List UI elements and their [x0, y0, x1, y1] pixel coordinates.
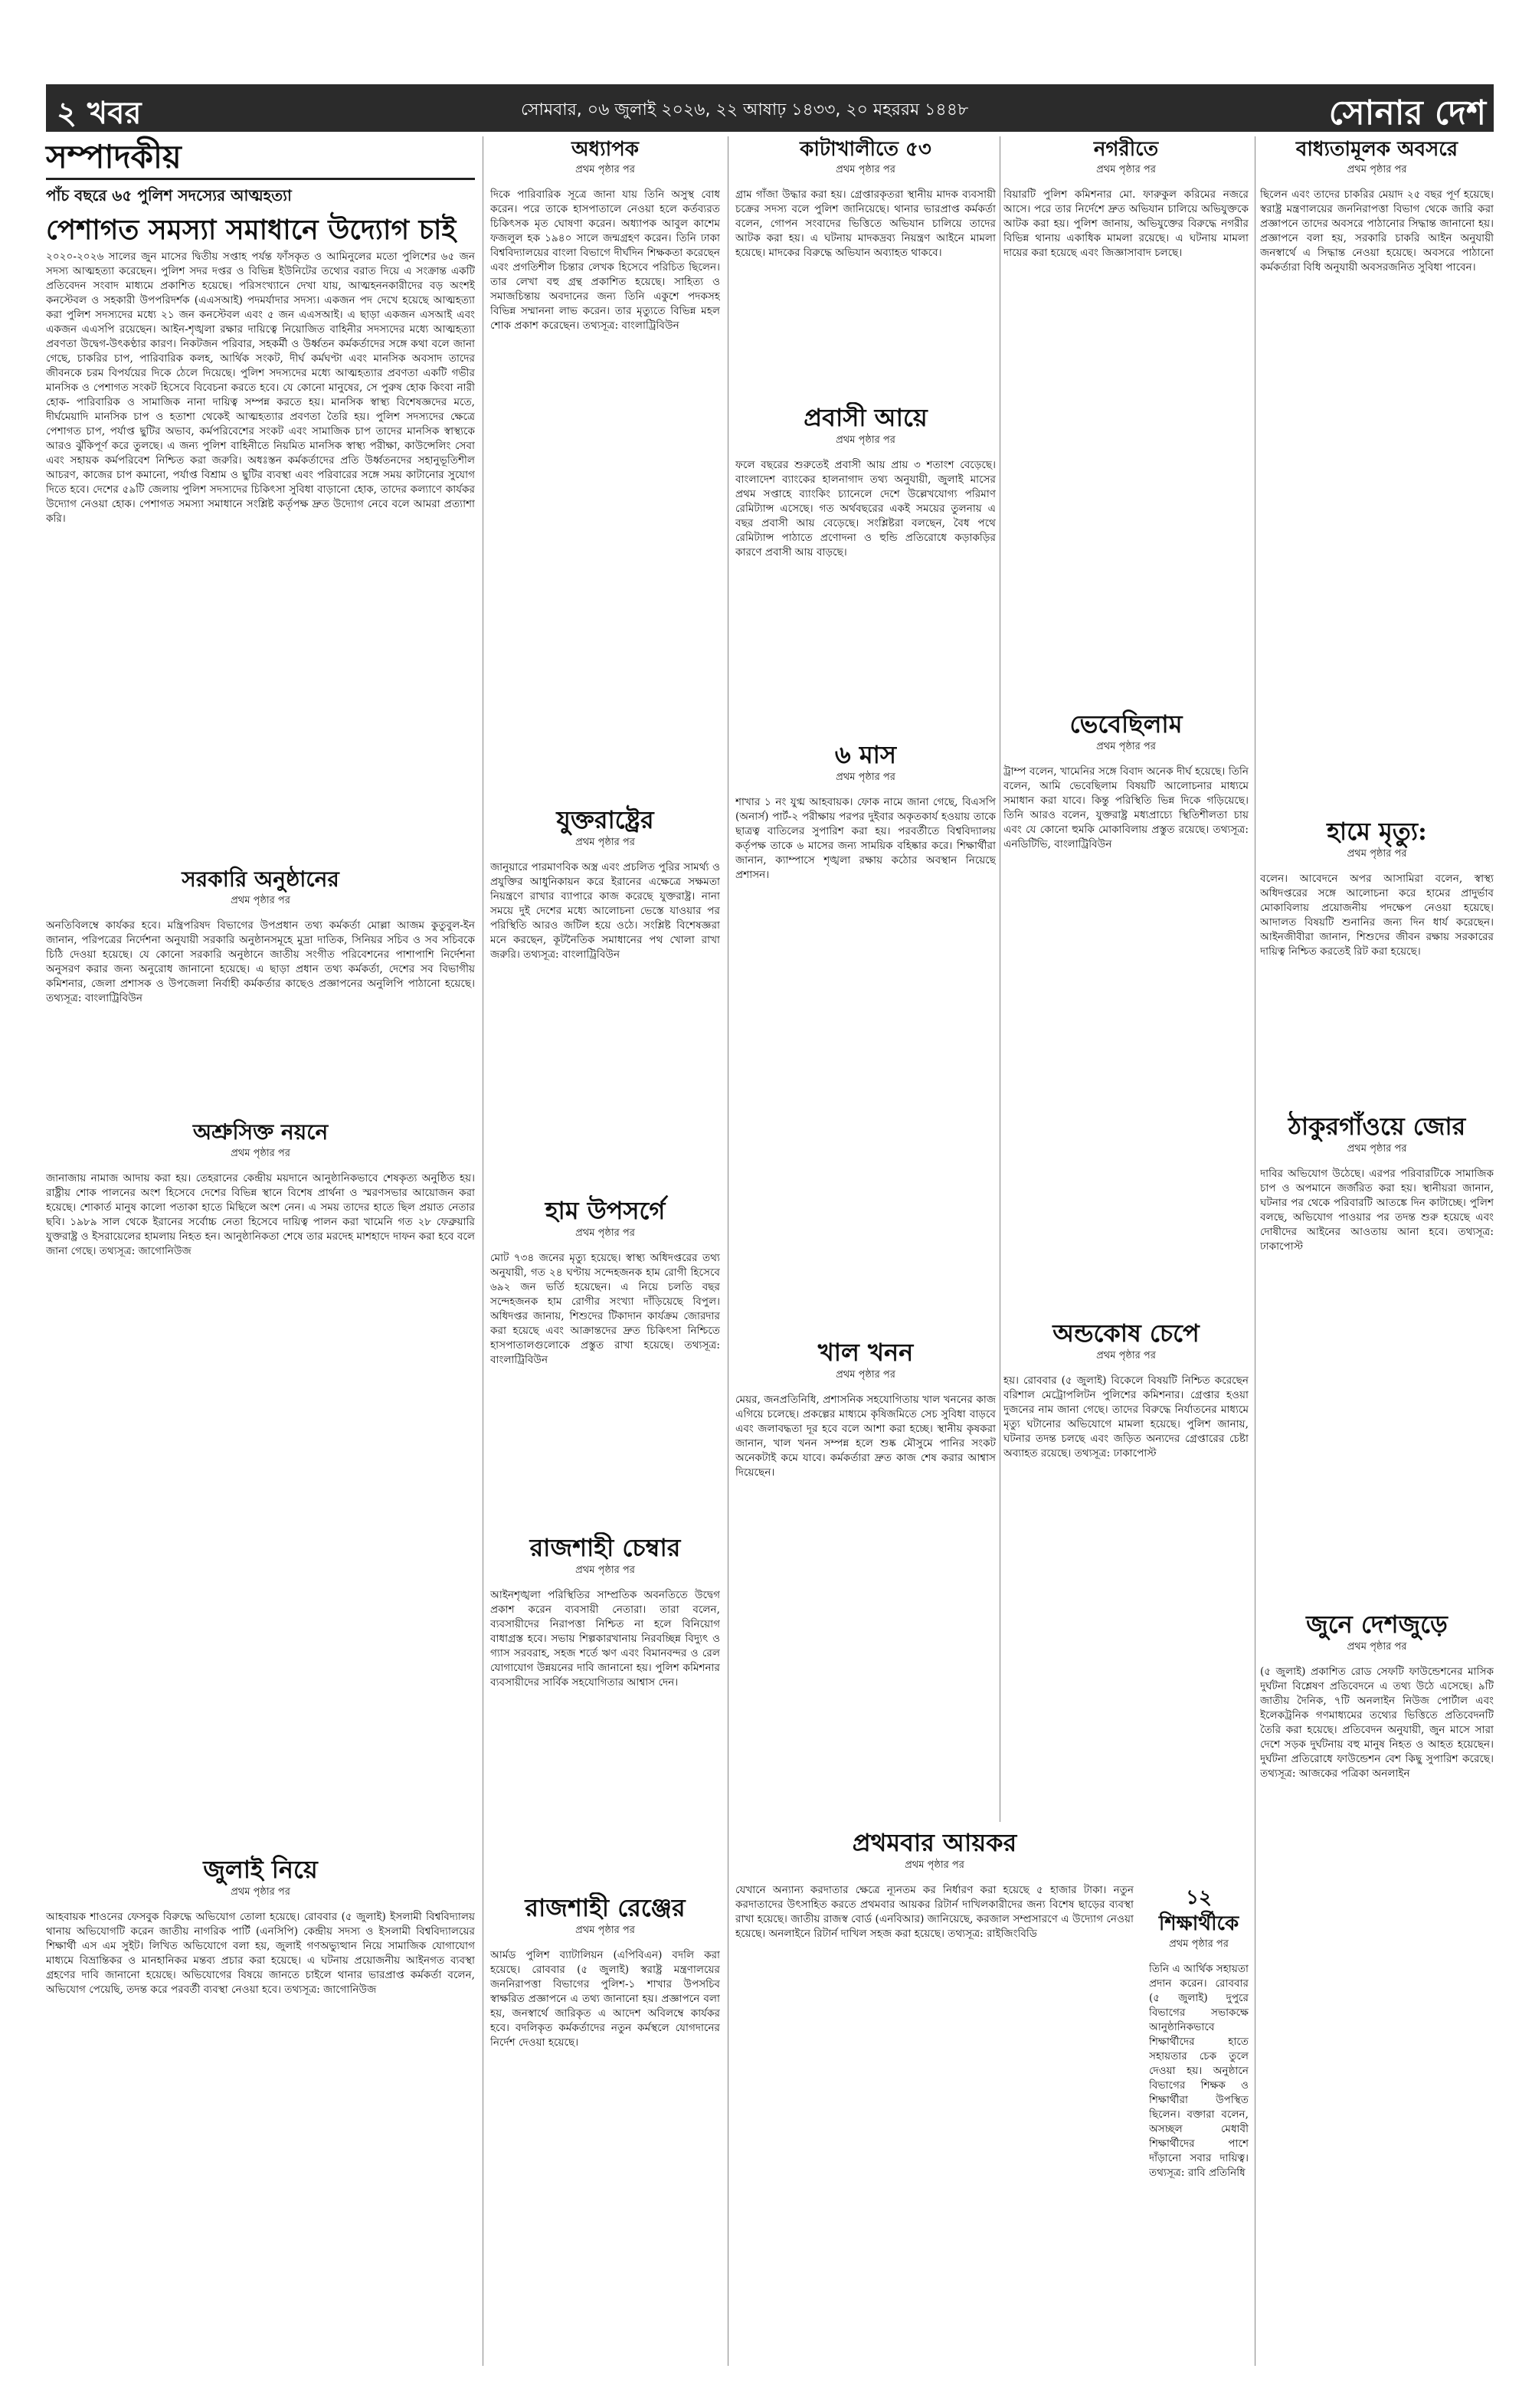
article-title: নগরীতে — [1093, 138, 1159, 161]
article-body: দিকে পারিবারিক সূত্রে জানা যায় তিনি অসুস্থ বোধ করেন। পরে তাকে হাসপাতালে নেওয়া হলে কর্তব্যরত চিকিৎসক মৃত ঘোষণা করেন। অধ্যাপক আবুল কাশেম ফজলুল হক ১৯৪০ সালে জন্মগ্রহণ করেন। তিনি ঢাকা বিশ্ববিদ্যালয়ের বাংলা বিভাগে দীর্ঘদিন শিক্ষকতা করেছেন এবং প্রগতিশীল চিন্তার লেখক হিসেবে পরিচিত ছিলেন। তার লেখা বহু গ্রন্থ প্রকাশিত হয়েছে। সাহিত্য ও সমাজচিন্তায় অবদানের জন্য তিনি একুশে পদকসহ বিভিন্ন সম্মাননা লাভ করেন। তার মৃত্যুতে বিভিন্ন মহল শোক প্রকাশ করেছেন। তথ্যসূত্র: বাংলাট্রিবিউন — [490, 188, 720, 332]
page-label: ২ খবর — [57, 96, 142, 131]
article-body: জানাজায় নামাজ আদায় করা হয়। তেহরানের কেন্দ্রীয় ময়দানে আনুষ্ঠানিকভাবে শেষকৃত্য অনুষ্ঠিত হয়। রাষ্ট্রীয় শোক পালনের অংশ হিসেবে দেশের বিভিন্ন স্থানে বিশেষ প্রার্থনা ও স্মরণসভার আয়োজন করা হয়েছে। শোকার্ত মানুষ কালো পতাকা হাতে মিছিলে অংশ নেন। এ সময় তাদের হাতে ছিল প্রয়াত নেতার ছবি। ১৯৮৯ সাল থেকে ইরানের সর্বোচ্চ নেতা হিসেবে দায়িত্ব পালন করা খামেনি গত ২৮ ফেব্রুয়ারি যুক্তরাষ্ট্র ও ইসরায়েলের হামলায় নিহত হন। আনুষ্ঠানিকতা শেষে তার মরদেহ মাশহাদে দাফন করা হবে বলে জানা গেছে। তথ্যসূত্র: জাগোনিউজ — [46, 1171, 475, 1257]
article-5 — [490, 1195, 720, 1525]
article-title: কাটাখালীতে ৫৩ — [800, 138, 931, 161]
article-title: ভেবেছিলাম — [1069, 709, 1183, 739]
article-body: (৫ জুলাই) প্রকাশিত রোড সেফটি ফাউন্ডেশনের মাসিক দুর্ঘটনা বিশ্লেষণ প্রতিবেদনে এ তথ্য উঠে এসেছে। ৯টি জাতীয় দৈনিক, ৭টি অনলাইন নিউজ পোর্টাল এবং ইলেকট্রনিক গণমাধ্যমের তথ্যের ভিত্তিতে প্রতিবেদনটি তৈরি করা হয়েছে। প্রতিবেদন অনুযায়ী, জুন মাসে সারা দেশে সড়ক দুর্ঘটনায় বহু মানুষ নিহত ও আহত হয়েছেন। দুর্ঘটনা প্রতিরোধে ফাউন্ডেশন বেশ কিছু সুপারিশ করেছে। তথ্যসূত্র: আজকের পত্রিকা অনলাইন — [1260, 1665, 1494, 1780]
article-continued: প্রথম পৃষ্ঠার পর — [231, 895, 290, 906]
article-16 — [1149, 1885, 1249, 2360]
article-title: ১২ শিক্ষার্থীকে — [1158, 1886, 1239, 1935]
article-title: হাম উপসর্গে — [545, 1196, 666, 1225]
article-4 — [490, 804, 720, 1172]
article-15 — [1003, 1318, 1249, 1808]
article-19 — [1260, 1111, 1494, 1601]
article-continued: প্রথম পৃষ্ঠার পর — [575, 1227, 635, 1239]
article-11 — [735, 1337, 996, 1827]
article-body: জানুয়ারে পারমাণবিক অস্ত্র এবং প্রচলিত পুরির সামর্থ্য ও প্রযুক্তির আধুনিকায়ন করে ইরানের এক্ষেত্রে সক্ষমতা নিয়ন্ত্রণে রাখার ব্যাপারে কাজ করেছে যুক্তরাষ্ট্র। নানা সময়ে দুই দেশের মধ্যে আলোচনা ভেস্তে যাওয়ার পর পরিস্থিতি আরও জটিল হয়ে ওঠে। সংশ্লিষ্ট বিশেষজ্ঞরা মনে করছেন, কূটনৈতিক সমাধানের পথ খোলা রাখা জরুরি। তথ্যসূত্র: বাংলাট্রিবিউন — [490, 860, 720, 961]
article-title: প্রথমবার আয়কর — [852, 1828, 1017, 1857]
article-9 — [735, 402, 996, 739]
article-body: গ্রাম গাঁজা উদ্ধার করা হয়। গ্রেপ্তারকৃতরা স্থানীয় মাদক ব্যবসায়ী চক্রের সদস্য বলে পুলিশ জানিয়েছে। থানার ভারপ্রাপ্ত কর্মকর্তা বলেন, গোপন সংবাদের ভিত্তিতে অভিযান চালিয়ে তাদের আটক করা হয়। এ ঘটনায় মাদকদ্রব্য নিয়ন্ত্রণ আইনে মামলা হয়েছে। মাদকের বিরুদ্ধে অভিযান অব্যাহত থাকবে। — [735, 188, 996, 259]
article-continued: প্রথম পৃষ্ঠার পর — [575, 837, 635, 848]
article-7 — [490, 1892, 720, 2360]
article-title: ৬ মাস — [834, 740, 897, 769]
article-continued: প্রথম পৃষ্ঠার পর — [1096, 741, 1156, 752]
article-title: ঠাকুরগাঁওয়ে জোর — [1288, 1112, 1466, 1141]
editorial-section: সম্পাদকীয় — [46, 136, 475, 180]
date-line: সোমবার, ০৬ জুলাই ২০২৬, ২২ আষাঢ় ১৪৩৩, ২০ মহররম ১৪৪৮ — [521, 100, 969, 120]
article-continued: প্রথম পৃষ্ঠার পর — [1347, 1641, 1407, 1653]
article-18 — [1260, 816, 1494, 1107]
article-title: হামে মৃত্যু: — [1327, 817, 1427, 846]
article-continued: প্রথম পৃষ্ঠার পর — [575, 164, 635, 175]
article-body: শাখার ১ নং যুগ্ম আহবায়ক। ফোক নামে জানা গেছে, বিএসপি (অনার্স) পার্ট-২ পরীক্ষায় পরপর দুইবার অকৃতকার্য হওয়ায় তাকে ছাত্রত্ব বাতিলের সুপারিশ করা হয়। পরবর্তীতে বিশ্ববিদ্যালয় কর্তৃপক্ষ তাকে ৬ মাসের জন্য সাময়িক বহিষ্কার করে। শিক্ষার্থীরা জানান, ক্যাম্পাসে শৃঙ্খলা রক্ষায় কঠোর অবস্থান নিয়েছে প্রশাসন। — [735, 795, 996, 881]
article-continued: প্রথম পৃষ্ঠার পর — [1347, 1143, 1407, 1155]
article-body: যেখানে অন্যান্য করদাতার ক্ষেত্রে ন্যূনতম কর নির্ধারণ করা হয়েছে ৫ হাজার টাকা। নতুন করদাতাদের উৎসাহিত করতে প্রথমবার আয়কর রিটার্ন দাখিলকারীদের জন্য বিশেষ ছাড়ের ব্যবস্থা রাখা হয়েছে। জাতীয় রাজস্ব বোর্ড (এনবিআর) জানিয়েছে, করজাল সম্প্রসারণে এ উদ্যোগ নেওয়া হয়েছে। অনলাইনে রিটার্ন দাখিল সহজ করা হয়েছে। তথ্যসূত্র: রাইজিংবিডি — [735, 1883, 1134, 1940]
article-14 — [1003, 709, 1249, 1306]
editorial-headline: পেশাগত সমস্যা সমাধানে উদ্যোগ চাই — [46, 214, 457, 246]
article-3 — [490, 136, 720, 795]
article-title: অশ্রুসিক্ত নয়নে — [192, 1119, 329, 1145]
article-body: অনতিবিলম্বে কার্যকর হবে। মন্ত্রিপরিষদ বিভাগের উপপ্রধান তথ্য কর্মকর্তা মোল্লা আজম কুতুবুল-ইন জানান, পরিপত্রের নির্দেশনা অনুযায়ী সরকারি অনুষ্ঠানসমূহে মুদ্রা দাতিক, সিনিয়র সচিব ও সব সচিবকে চিঠি দেওয়া হয়েছে। যে কোনো সরকারি অনুষ্ঠানে জাতীয় সংগীত পরিবেশনের পাশাপাশি নির্দেশনা অনুসরণ করার জন্য অনুরোধ জানানো হয়েছে। এ ছাড়া প্রধান তথ্য কর্মকর্তা, দেশের সব বিভাগীয় কমিশনার, জেলা প্রশাসক ও উপজেলা নির্বাহী কর্মকর্তার কাছেও প্রজ্ঞাপনের অনুলিপি পাঠানো হয়েছে। তথ্যসূত্র: বাংলাট্রিবিউন — [46, 919, 475, 1004]
article-continued: প্রথম পৃষ্ঠার পর — [1347, 164, 1407, 175]
article-continued: প্রথম পৃষ্ঠার পর — [836, 772, 895, 783]
article-10 — [735, 739, 996, 1322]
article-1 — [46, 1119, 475, 1777]
page-header — [46, 84, 1494, 132]
article-body: ট্রাম্প বলেন, খামেনির সঙ্গে বিবাদ অনেক দীর্ঘ হয়েছে। তিনি বলেন, আমি ভেবেছিলাম বিষয়টি আলোচনার মাধ্যমে সমাধান করা যাবে। কিন্তু পরিস্থিতি ভিন্ন দিকে গড়িয়েছে। তিনি আরও বলেন, যুক্তরাষ্ট্র মধ্যপ্রাচ্যে স্থিতিশীলতা চায় এবং যে কোনো হুমকি মোকাবিলায় প্রস্তুত রয়েছে। তথ্যসূত্র: এনডিটিভি, বাংলাট্রিবিউন — [1003, 765, 1249, 850]
article-title: প্রবাসী আয়ে — [804, 403, 928, 432]
article-body: আহবায়ক শাওনের ফেসবুক বিরুদ্ধে অভিযোগ তোলা হয়েছে। রোববার (৫ জুলাই) ইসলামী বিশ্ববিদ্যালয় থানায় অভিযোগটি করেন জাতীয় নাগরিক পার্টি (এনসিপি) কেন্দ্রীয় সদস্য ও ইসলামী বিশ্ববিদ্যালয়ের শিক্ষার্থী এস এম সুইট। লিখিত অভিযোগে বলা হয়, জুলাই গণঅভ্যুত্থান নিয়ে সামাজিক যোগাযোগ মাধ্যমে বিভ্রান্তিকর ও মানহানিকর মন্তব্য প্রচার করা হয়েছে। এ ঘটনায় প্রয়োজনীয় আইনগত ব্যবস্থা গ্রহণের দাবি জানানো হয়েছে। অভিযোগের বিষয়ে জানতে চাইলে থানার ভারপ্রাপ্ত কর্মকর্তা বলেন, অভিযোগ পেয়েছি, তদন্ত করে পরবর্তী ব্যবস্থা নেওয়া হবে। তথ্যসূত্র: জাগোনিউজ — [46, 1910, 475, 1996]
article-title: রাজশাহী রেঞ্জের — [525, 1893, 686, 1922]
article-title: জুনে দেশজুড়ে — [1306, 1610, 1448, 1639]
article-continued: প্রথম পৃষ্ঠার পর — [1096, 1350, 1156, 1361]
article-6 — [490, 1532, 720, 1839]
article-continued: প্রথম পৃষ্ঠার পর — [1169, 1938, 1229, 1950]
article-title: জুলাই নিয়ে — [203, 1855, 318, 1884]
article-continued: প্রথম পৃষ্ঠার পর — [575, 1564, 635, 1576]
article-continued: প্রথম পৃষ্ঠার পর — [1347, 848, 1407, 860]
article-title: সরকারি অনুষ্ঠানের — [182, 867, 339, 892]
editorial-kicker: পাঁচ বছরে ৬৫ পুলিশ সদস্যের আত্মহত্যা — [46, 186, 292, 205]
article-continued: প্রথম পৃষ্ঠার পর — [575, 1925, 635, 1936]
article-body: মেয়র, জনপ্রতিনিধি, প্রশাসনিক সহযোগিতায় খাল খননের কাজ এগিয়ে চলেছে। প্রকল্পের মাধ্যমে কৃষিজমিতে সেচ সুবিধা বাড়বে এবং জলাবদ্ধতা দূর হবে বলে আশা করা হচ্ছে। স্থানীয় কৃষকরা জানান, খাল খনন সম্পন্ন হলে শুষ্ক মৌসুমে পানির সংকট অনেকটাই কমে যাবে। কর্মকর্তারা দ্রুত কাজ শেষ করার আশ্বাস দিয়েছেন। — [735, 1393, 996, 1479]
article-title: যুক্তরাষ্ট্রের — [556, 805, 654, 834]
article-title: বাধ্যতামূলক অবসরে — [1295, 138, 1458, 161]
article-17 — [1260, 136, 1494, 811]
article-8 — [735, 136, 996, 397]
article-13 — [1003, 136, 1249, 703]
article-title: খাল খনন — [817, 1338, 914, 1367]
article-body: বলেন। আবেদনে অপর আসামিরা বলেন, স্বাস্থ্য অধিদপ্তরের সঙ্গে আলোচনা করে হামের প্রাদুর্ভাব মোকাবিলায় প্রয়োজনীয় পদক্ষেপ নেওয়া হয়েছে। আদালত বিষয়টি শুনানির জন্য দিন ধার্য করেছেন। আইনজীবীরা জানান, শিশুদের জীবন রক্ষায় সরকারের দায়িত্ব নিশ্চিত করতেই রিট করা হয়েছে। — [1260, 872, 1494, 958]
article-body: দাবির অভিযোগ উঠেছে। এরপর পরিবারটিকে সামাজিক চাপ ও অপমানে জর্জরিত করা হয়। স্থানীয়রা জানান, ঘটনার পর থেকে পরিবারটি আতঙ্কে দিন কাটাচ্ছে। পুলিশ বলছে, অভিযোগ পাওয়ার পর তদন্ত শুরু হয়েছে এবং দোষীদের আইনের আওতায় আনা হবে। তথ্যসূত্র: ঢাকাপোস্ট — [1260, 1167, 1494, 1253]
article-continued: প্রথম পৃষ্ঠার পর — [836, 1369, 895, 1381]
article-body: বিয়ারটি পুলিশ কমিশনার মো. ফারুকুল করিমের নজরে আসে। পরে তার নির্দেশে দ্রুত অভিযান চালিয়ে অভিযুক্তকে আটক করা হয়। পুলিশ জানায়, অভিযুক্তের বিরুদ্ধে নগরীর বিভিন্ন থানায় একাধিক মামলা রয়েছে। এ ঘটনায় মামলা দায়ের করা হয়েছে এবং জিজ্ঞাসাবাদ চলছে। — [1003, 188, 1249, 259]
article-body: মোট ৭৩৪ জনের মৃত্যু হয়েছে। স্বাস্থ্য অধিদপ্তরের তথ্য অনুযায়ী, গত ২৪ ঘণ্টায় সন্দেহজনক হাম রোগী হিসেবে ৬৯২ জন ভর্তি হয়েছেন। এ নিয়ে চলতি বছর সন্দেহজনক হাম রোগীর সংখ্যা দাঁড়িয়েছে বিপুল। অধিদপ্তর জানায়, শিশুদের টিকাদান কার্যক্রম জোরদার করা হয়েছে এবং আক্রান্তদের দ্রুত চিকিৎসা নিশ্চিতে হাসপাতালগুলোকে প্রস্তুত রাখা হয়েছে। তথ্যসূত্র: বাংলাট্রিবিউন — [490, 1251, 720, 1366]
article-body: তিনি এ আর্থিক সহায়তা প্রদান করেন। রোববার (৫ জুলাই) দুপুরে বিভাগের সভাকক্ষে আনুষ্ঠানিকভাবে শিক্ষার্থীদের হাতে সহায়তার চেক তুলে দেওয়া হয়। অনুষ্ঠানে বিভাগের শিক্ষক ও শিক্ষার্থীরা উপস্থিত ছিলেন। বক্তারা বলেন, অসচ্ছল মেধাবী শিক্ষার্থীদের পাশে দাঁড়ানো সবার দায়িত্ব। তথ্যসূত্র: রাবি প্রতিনিধি — [1149, 1962, 1249, 2179]
article-title: অন্ডকোষ চেপে — [1052, 1319, 1200, 1348]
article-12 — [735, 1827, 1134, 2364]
article-continued: প্রথম পৃষ্ঠার পর — [1096, 164, 1156, 175]
article-body: আইনশৃঙ্খলা পরিস্থিতির সাম্প্রতিক অবনতিতে উদ্বেগ প্রকাশ করেন ব্যবসায়ী নেতারা। তারা বলেন, ব্যবসায়ীদের নিরাপত্তা নিশ্চিত না হলে বিনিয়োগ বাধাগ্রস্ত হবে। সভায় শিল্পকারখানায় নিরবচ্ছিন্ন বিদ্যুৎ ও গ্যাস সরবরাহ, সহজ শর্তে ঋণ এবং বিমানবন্দর ও রেল যোগাযোগ উন্নয়নের দাবি জানানো হয়। পুলিশ কমিশনার ব্যবসায়ীদের সার্বিক সহযোগিতার আশ্বাস দেন। — [490, 1588, 720, 1689]
article-2 — [46, 1854, 475, 2360]
article-continued: প্রথম পৃষ্ঠার পর — [231, 1886, 290, 1898]
article-body: হয়। রোববার (৫ জুলাই) বিকেলে বিষয়টি নিশ্চিত করেছেন বরিশাল মেট্রোপলিটন পুলিশের কমিশনার। গ্রেপ্তার হওয়া দুজনের নাম জানা গেছে। তাদের বিরুদ্ধে নির্যাতনের মাধ্যমে মৃত্যু ঘটানোর অভিযোগে মামলা হয়েছে। পুলিশ জানায়, ঘটনার তদন্ত চলছে এবং জড়িত অন্যদের গ্রেপ্তারের চেষ্টা অব্যাহত রয়েছে। তথ্যসূত্র: ঢাকাপোস্ট — [1003, 1374, 1249, 1460]
brand-logo: সোনার দেশ — [1328, 93, 1486, 133]
editorial-body: ২০২০-২০২৬ সালের জুন মাসের দ্বিতীয় সপ্তাহ পর্যন্ত ফাঁসকৃত ও আমিনুলের মতো পুলিশের ৬৫ জন সদস্য আত্মহত্যা করেছেন। পুলিশ সদর দপ্তর ও বিভিন্ন ইউনিটের তথ্যের বরাত দিয়ে এ সংক্রান্ত একটি প্রতিবেদন সংবাদ মাধ্যমে প্রকাশিত হয়েছে। পরিসংখ্যানে দেখা যায়, আত্মহননকারীদের বড় অংশই কনস্টেবল ও সহকারী উপপরিদর্শক (এএসআই) পদমর্যাদার সদস্য। একজন পদ দেখে হয়েছে আত্মহত্যা করা পুলিশ সদস্যদের মধ্যে ২১ জন কনস্টেবল এবং ৫ জন এএসআই। এ ছাড়া একজন এসআই এবং একজন এএসপি রয়েছেন। আইন-শৃঙ্খলা রক্ষার দায়িত্বে নিয়োজিত বাহিনীর সদস্যদের মধ্যে আত্মহত্যা প্রবণতা উদ্বেগ-উৎকণ্ঠার কারণ। নিকটজন পরিবার, সহকর্মী ও উর্ধ্বতন কর্মকর্তাদের সঙ্গে কথা বলে জানা গেছে, চাকরির চাপ, পারিবারিক কলহ, আর্থিক সংকট, দীর্ঘ কর্মঘণ্টা এবং মানসিক অবসাদ তাদের জীবনকে চরম বিপর্যয়ের দিকে ঠেলে দিয়েছে। পুলিশ সদস্যদের মধ্যে আত্মহত্যার প্রবণতা একটি গভীর মানসিক ও পেশাগত সংকট হিসেবে বিবেচনা করতে হবে। যে কোনো মানুষের, সে পুরুষ হোক কিংবা নারী হোক- পারিবারিক ও সামাজিক নানা দায়িত্ব সম্পন্ন করতে হয়। মানসিক স্বাস্থ্য বিশেষজ্ঞদের মতে, দীর্ঘমেয়াদি মানসিক চাপ ও হতাশা থেকেই আত্মহত্যার প্রবণতা তৈরি হয়। পুলিশ সদস্যদের ক্ষেত্রে পেশাগত চাপ, পর্যাপ্ত ছুটির অভাব, কর্মপরিবেশের সংকট এবং সামাজিক চাপ তাদের মানসিক স্বাস্থ্যকে আরও ঝুঁকিপূর্ণ করে তুলছে। এ জন্য পুলিশ বাহিনীতে নিয়মিত মানসিক স্বাস্থ্য পরীক্ষা, কাউন্সেলিং সেবা এবং সহায়ক কর্মপরিবেশ নিশ্চিত করা জরুরি। অধঃস্তন কর্মকর্তাদের প্রতি উর্ধ্বতনদের সহানুভূতিশীল আচরণ, কাজের চাপ কমানো, পর্যাপ্ত বিশ্রাম ও ছুটির ব্যবস্থা এবং পরিবারের সঙ্গে সময় কাটানোর সুযোগ দিতে হবে। দেশের ৫৯টি জেলায় পুলিশ সদস্যদের চিকিৎসা সুবিধা বাড়ানো হোক, তাদের কল্যাণে কার্যকর উদ্যোগ নেওয়া হোক। পেশাগত সমস্যা সমাধানে সংশ্লিষ্ট কর্তৃপক্ষ দ্রুত উদ্যোগ নেবে বলে আমরা প্রত্যাশা করি। — [46, 251, 475, 525]
article-continued: প্রথম পৃষ্ঠার পর — [836, 164, 895, 175]
article-body: আর্মড পুলিশ ব্যাটালিয়ন (এপিবিএন) বদলি করা হয়েছে। রোববার (৫ জুলাই) স্বরাষ্ট্র মন্ত্রণালয়ের জননিরাপত্তা বিভাগের পুলিশ-১ শাখার উপসচিব স্বাক্ষরিত প্রজ্ঞাপনে এ তথ্য জানানো হয়। প্রজ্ঞাপনে বলা হয়, জনস্বার্থে জারিকৃত এ আদেশ অবিলম্বে কার্যকর হবে। বদলিকৃত কর্মকর্তাদের নতুন কর্মস্থলে যোগদানের নির্দেশ দেওয়া হয়েছে। — [490, 1948, 720, 2049]
article-body: ছিলেন এবং তাদের চাকরির মেয়াদ ২৫ বছর পূর্ণ হয়েছে। স্বরাষ্ট্র মন্ত্রণালয়ের জননিরাপত্তা বিভাগ থেকে জারি করা প্রজ্ঞাপনে তাদের অবসরে পাঠানোর সিদ্ধান্ত জানানো হয়। প্রজ্ঞাপনে বলা হয়, সরকারি চাকরি আইন অনুযায়ী জনস্বার্থে এ সিদ্ধান্ত নেওয়া হয়েছে। অবসরে পাঠানো কর্মকর্তারা বিধি অনুযায়ী অবসরজনিত সুবিধা পাবেন। — [1260, 188, 1494, 274]
article-title: রাজশাহী চেম্বার — [529, 1533, 681, 1562]
editorial — [46, 136, 475, 786]
article-continued: প্রথম পৃষ্ঠার পর — [836, 434, 895, 446]
article-continued: প্রথম পৃষ্ঠার পর — [231, 1148, 290, 1159]
article-continued: প্রথম পৃষ্ঠার পর — [905, 1859, 964, 1871]
article-body: ফলে বছরের শুরুতেই প্রবাসী আয় প্রায় ৩ শতাংশ বেড়েছে। বাংলাদেশ ব্যাংকের হালনাগাদ তথ্য অনুযায়ী, জুলাই মাসের প্রথম সপ্তাহে ব্যাংকিং চ্যানেলে দেশে উল্লেখযোগ্য পরিমাণ রেমিট্যান্স এসেছে। গত অর্থবছরের একই সময়ের তুলনায় এ বছর প্রবাসী আয় বেড়েছে। সংশ্লিষ্টরা বলছেন, বৈধ পথে রেমিট্যান্স পাঠাতে প্রণোদনা ও হুন্ডি প্রতিরোধে কড়াকড়ির কারণে প্রবাসী আয় বাড়ছে। — [735, 458, 996, 559]
article-20 — [1260, 1609, 1494, 2360]
article-title: অধ্যাপক — [571, 138, 639, 161]
